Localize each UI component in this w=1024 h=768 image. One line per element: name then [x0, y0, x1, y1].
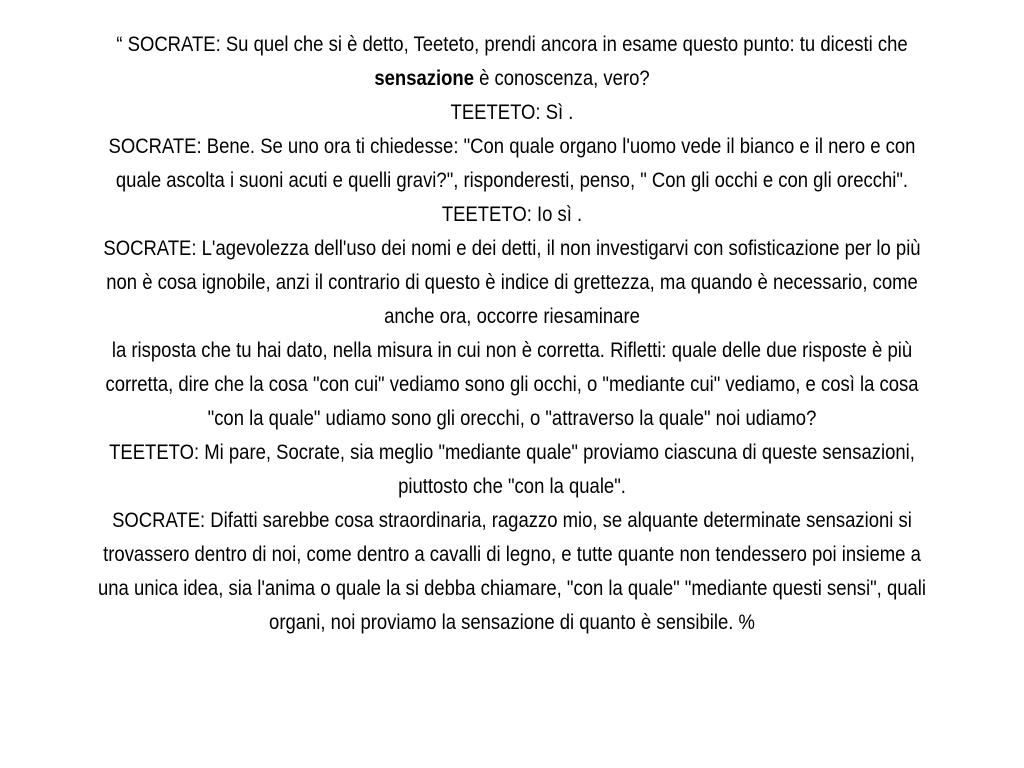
paragraph-socrate-3: SOCRATE: L'agevolezza dell'uso dei nomi e dei detti, il non investigarvi con sofisticazione per lo più non è cosa ignobile, anzi il contrario di questo è indice di grettezza, ma quando è necessario, come anche ora, occorre riesaminare [103, 237, 921, 328]
paragraph-teeteto-1: TEETETO: Sì . [450, 101, 574, 124]
paragraph-teeteto-3: TEETETO: Mi pare, Socrate, sia meglio "mediante quale" proviamo ciascuna di queste sensazioni, piuttosto che "con la quale". [109, 441, 915, 498]
paragraph-socrate-2: SOCRATE: Bene. Se uno ora ti chiedesse: "Con quale organo l'uomo vede il bianco e il nero e con quale ascolta i suoni acuti e quelli gravi?", risponderesti, penso, " Con gli occhi e con gli orecchi". [108, 135, 916, 192]
dialogue-text [90, 28, 935, 640]
paragraph-socrate-1-start: “ SOCRATE: Su quel che si è detto, Teeteto, prendi ancora in esame questo punto: tu dicesti che [116, 33, 908, 56]
paragraph-socrate-3-continued: la risposta che tu hai dato, nella misura in cui non è corretta. Rifletti: quale delle due risposte è più corretta, dire che la cosa "con cui" vediamo sono gli occhi, o "mediante cui" vediamo, e così la cosa "con la quale" udiamo sono gli orecchi, o "attraverso la quale" noi udiamo? [105, 339, 919, 430]
paragraph-teeteto-2: TEETETO: Io sì . [441, 203, 583, 226]
bold-term-sensazione: sensazione [374, 67, 474, 90]
paragraph-socrate-1 [90, 28, 935, 96]
paragraph-socrate-1-end: è conoscenza, vero? [473, 67, 650, 90]
paragraph-socrate-4: SOCRATE: Difatti sarebbe cosa straordinaria, ragazzo mio, se alquante determinate sensazioni si trovassero dentro di noi, come dentro a cavalli di legno, e tutte quante non tendessero poi insieme a una unica idea, sia l'anima o quale la si debba chiamare, "con la quale" "mediante questi sensi", quali organi, noi proviamo la sensazione di quanto è sensibile. % [97, 509, 926, 634]
